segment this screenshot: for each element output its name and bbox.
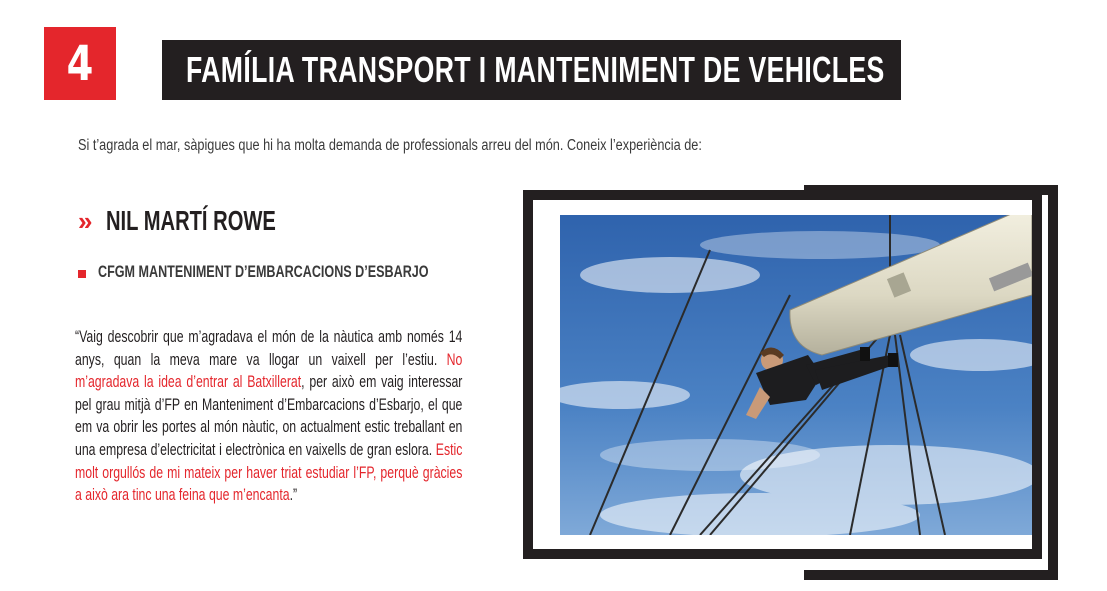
section-number-badge [44,27,116,100]
testimonial-quote [75,326,462,507]
profile-course-row [78,262,545,282]
quote-highlight-2: Estic molt orgullós de mi mateix per haver triat estudiar l’FP, perquè gràcies a això ara tinc una feina que m’encanta [75,440,463,505]
profile-name-row [78,205,342,237]
quote-highlight-1: No m’agradava la idea d’entrar al Batxillerat [75,350,463,392]
bullet-square-icon [78,270,86,278]
intro-text: Si t’agrada el mar, sàpigues que hi ha molta demanda de professionals arreu del món. Coneix l’experiència de: [78,137,702,154]
quote-part-1: “Vaig descobrir que m’agradava el món de la nàutica amb només 14 anys, quan la meva mare va llogar un vaixell per l’estiu. [75,328,463,369]
section-number: 4 [66,35,94,92]
section-title: FAMÍLIA TRANSPORT I MANTENIMENT DE VEHICLES [186,49,885,90]
profile-name: NIL MARTÍ ROWE [106,205,276,236]
section-title-bar [162,40,901,100]
sailing-mast-photo [560,215,1032,535]
quote-part-5: .” [289,486,298,505]
quote-part-3: , per això em vaig interessar pel grau mitjà d’FP en Manteniment d’Embarcacions d’Esbarjo, el que em va obrir les portes al món nàutic, on actualment estic treballant en una empresa d’electricitat i electrònica en vaixells de gran eslora. [75,373,463,459]
chevron-right-icon: » [78,205,87,236]
profile-course: CFGM MANTENIMENT D’EMBARCACIONS D’ESBARJO [98,262,429,281]
